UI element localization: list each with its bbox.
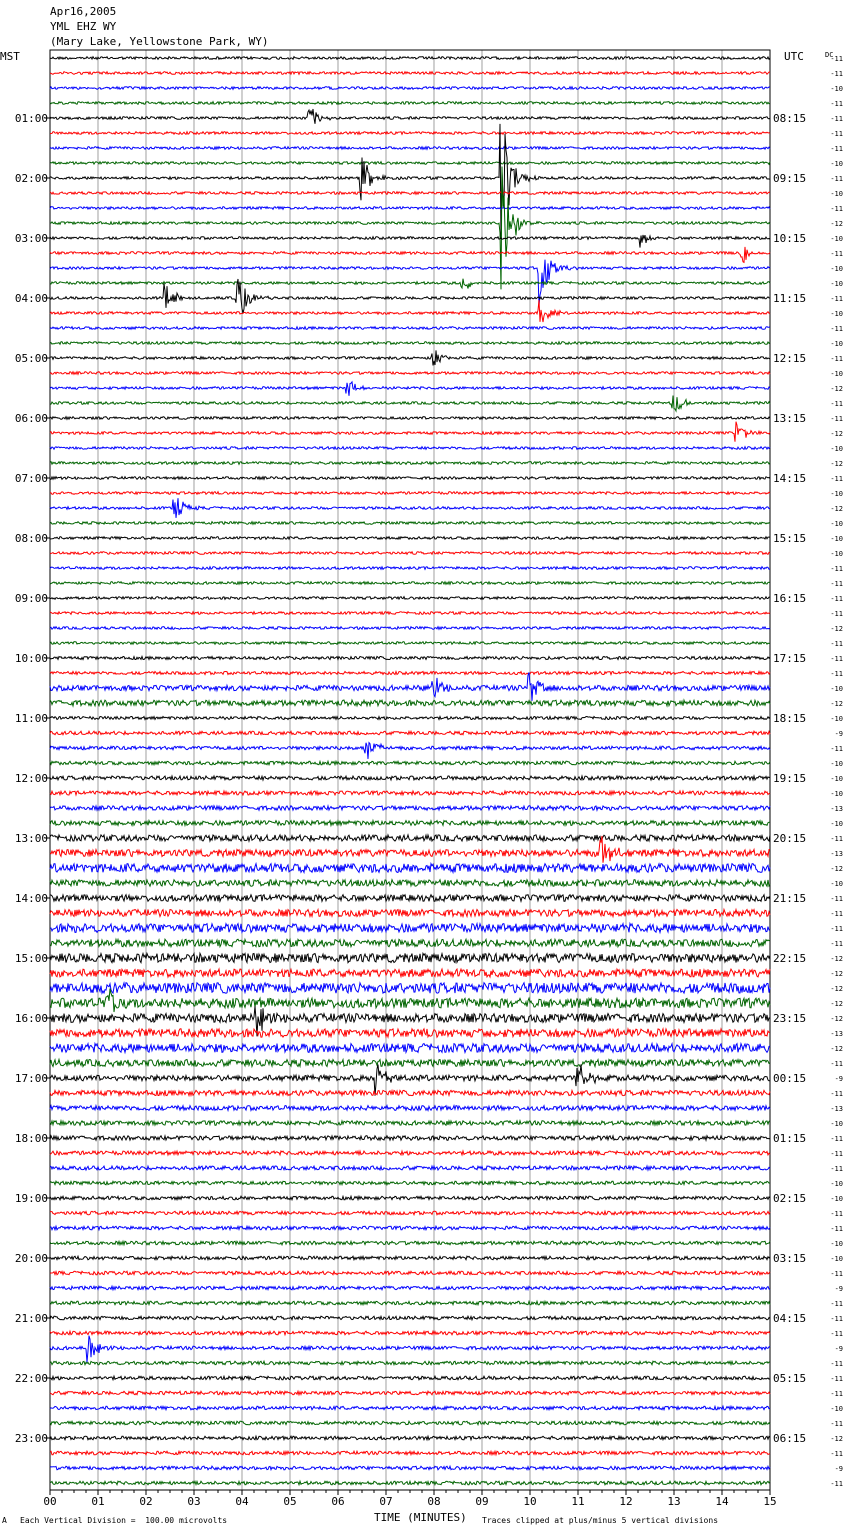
- footer-mark: A: [2, 1516, 7, 1525]
- trace-line: [50, 167, 770, 290]
- dc-offset-label: -11: [830, 1360, 843, 1368]
- x-tick-label: 11: [571, 1495, 585, 1508]
- trace-line: [50, 552, 770, 555]
- dc-offset-label: -11: [830, 145, 843, 153]
- dc-offset-label: -11: [830, 940, 843, 948]
- trace-line: [50, 1391, 770, 1395]
- dc-offset-label: -11: [830, 610, 843, 618]
- trace-line: [50, 1406, 770, 1410]
- trace-line: [50, 743, 770, 759]
- trace-line: [50, 1316, 770, 1320]
- dc-offset-label: -11: [830, 400, 843, 408]
- dc-offset-label: -10: [830, 310, 843, 318]
- trace-line: [50, 162, 770, 165]
- dc-offset-label: -9: [834, 1075, 843, 1083]
- x-tick-label: 01: [91, 1495, 105, 1508]
- dc-offset-label: -11: [830, 1420, 843, 1428]
- right-hour-label: 10:15: [773, 232, 807, 245]
- right-hour-label: 03:15: [773, 1252, 807, 1265]
- dc-offset-label: -11: [830, 1060, 843, 1068]
- left-hour-label: 05:00: [14, 352, 48, 365]
- trace-line: [50, 731, 770, 735]
- left-hour-label: 03:00: [14, 232, 48, 245]
- trace-line: [50, 422, 770, 442]
- trace-line: [50, 109, 770, 124]
- dc-offset-label: -10: [830, 85, 843, 93]
- right-hour-label: 18:15: [773, 712, 807, 725]
- trace-line: [50, 1301, 770, 1305]
- dc-offset-label: -11: [830, 1450, 843, 1458]
- dc-label: DC: [825, 51, 834, 59]
- dc-offset-label: -12: [830, 985, 843, 993]
- trace-line: [50, 327, 770, 330]
- mst-label: MST: [0, 50, 20, 63]
- dc-offset-label: -11: [830, 355, 843, 363]
- dc-offset-label: -9: [834, 1285, 843, 1293]
- dc-offset-label: -11: [830, 1210, 843, 1218]
- x-tick-label: 07: [379, 1495, 393, 1508]
- trace-line: [50, 627, 770, 630]
- trace-line: [50, 880, 770, 887]
- right-hour-label: 05:15: [773, 1372, 807, 1385]
- dc-offset-label: -10: [830, 370, 843, 378]
- trace-line: [50, 567, 770, 570]
- left-hour-label: 07:00: [14, 472, 48, 485]
- trace-line: [50, 1196, 770, 1200]
- trace-line: [50, 1271, 770, 1275]
- trace-line: [50, 1361, 770, 1365]
- dc-offset-label: -10: [830, 760, 843, 768]
- dc-offset-label: -11: [830, 925, 843, 933]
- dc-offset-label: -10: [830, 445, 843, 453]
- right-hour-label: 04:15: [773, 1312, 807, 1325]
- x-tick-label: 13: [667, 1495, 681, 1508]
- trace-line: [50, 597, 770, 600]
- left-hour-label: 06:00: [14, 412, 48, 425]
- dc-offset-label: -11: [830, 205, 843, 213]
- trace-line: [50, 1481, 770, 1485]
- trace-line: [50, 700, 770, 706]
- trace-line: [50, 1211, 770, 1215]
- dc-offset-label: -10: [830, 775, 843, 783]
- trace-line: [50, 939, 770, 946]
- dc-offset-label: -11: [830, 250, 843, 258]
- x-tick-label: 05: [283, 1495, 297, 1508]
- right-hour-label: 20:15: [773, 832, 807, 845]
- trace-line: [50, 761, 770, 765]
- dc-offset-label: -12: [830, 220, 843, 228]
- trace-line: [50, 924, 770, 933]
- x-tick-label: 03: [187, 1495, 201, 1508]
- x-tick-label: 10: [523, 1495, 537, 1508]
- dc-offset-label: -12: [830, 385, 843, 393]
- trace-line: [50, 350, 770, 365]
- dc-offset-label: -11: [830, 565, 843, 573]
- dc-offset-label: -12: [830, 460, 843, 468]
- trace-line: [50, 207, 770, 210]
- dc-offset-label: -13: [830, 805, 843, 813]
- dc-offset-label: -11: [830, 130, 843, 138]
- dc-offset-label: -13: [830, 1030, 843, 1038]
- trace-line: [50, 498, 770, 518]
- trace-line: [50, 1451, 770, 1455]
- dc-offset-label: -11: [830, 1300, 843, 1308]
- trace-line: [50, 1331, 770, 1335]
- dc-offset-label: -12: [830, 625, 843, 633]
- right-hour-label: 22:15: [773, 952, 807, 965]
- trace-line: [50, 989, 770, 1013]
- trace-line: [50, 1466, 770, 1470]
- trace-line: [50, 1136, 770, 1140]
- dc-offset-label: -10: [830, 340, 843, 348]
- trace-line: [50, 102, 770, 105]
- dc-offset-label: -10: [830, 160, 843, 168]
- trace-line: [50, 582, 770, 585]
- trace-line: [50, 910, 770, 917]
- right-hour-label: 14:15: [773, 472, 807, 485]
- dc-offset-label: -12: [830, 1000, 843, 1008]
- dc-offset-label: -10: [830, 715, 843, 723]
- dc-offset-label: -12: [830, 970, 843, 978]
- dc-offset-label: -11: [830, 1330, 843, 1338]
- dc-offset-label: -11: [830, 1375, 843, 1383]
- dc-offset-label: -10: [830, 1120, 843, 1128]
- dc-offset-label: -11: [830, 70, 843, 78]
- dc-offset-label: -11: [830, 910, 843, 918]
- trace-line: [50, 1286, 770, 1290]
- x-tick-label: 15: [763, 1495, 777, 1508]
- trace-line: [50, 147, 770, 150]
- trace-line: [50, 1336, 770, 1363]
- dc-offset-label: -12: [830, 430, 843, 438]
- dc-offset-label: -10: [830, 520, 843, 528]
- dc-offset-label: -10: [830, 820, 843, 828]
- trace-line: [50, 1181, 770, 1185]
- trace-line: [50, 132, 770, 135]
- trace-line: [50, 492, 770, 495]
- dc-offset-label: -10: [830, 1255, 843, 1263]
- trace-line: [50, 1121, 770, 1125]
- left-hour-label: 08:00: [14, 532, 48, 545]
- dc-offset-label: -11: [830, 595, 843, 603]
- trace-line: [50, 806, 770, 810]
- trace-line: [50, 1151, 770, 1155]
- dc-offset-label: -10: [830, 1180, 843, 1188]
- left-hour-label: 02:00: [14, 172, 48, 185]
- x-axis-title: TIME (MINUTES): [374, 1511, 467, 1524]
- dc-offset-label: -10: [830, 550, 843, 558]
- dc-offset-label: -11: [830, 1150, 843, 1158]
- trace-line: [50, 279, 770, 289]
- left-hour-label: 21:00: [14, 1312, 48, 1325]
- left-hour-label: 14:00: [14, 892, 48, 905]
- dc-offset-label: -12: [830, 505, 843, 513]
- trace-line: [50, 235, 770, 248]
- left-hour-label: 22:00: [14, 1372, 48, 1385]
- trace-line: [50, 1421, 770, 1425]
- dc-offset-label: -12: [830, 865, 843, 873]
- dc-offset-label: -10: [830, 1195, 843, 1203]
- left-hour-label: 01:00: [14, 112, 48, 125]
- dc-offset-label: -11: [830, 325, 843, 333]
- dc-offset-label: -11: [830, 1315, 843, 1323]
- trace-line: [50, 447, 770, 450]
- dc-offset-label: -11: [830, 1090, 843, 1098]
- x-tick-label: 12: [619, 1495, 633, 1508]
- x-tick-label: 00: [43, 1495, 57, 1508]
- dc-offset-label: -13: [830, 1105, 843, 1113]
- dc-offset-label: -10: [830, 685, 843, 693]
- trace-line: [50, 1226, 770, 1230]
- left-hour-label: 12:00: [14, 772, 48, 785]
- right-hour-label: 17:15: [773, 652, 807, 665]
- dc-offset-label: -9: [834, 1465, 843, 1473]
- utc-label: UTC: [784, 50, 804, 63]
- dc-offset-label: -11: [830, 1390, 843, 1398]
- dc-offset-label: -11: [830, 1270, 843, 1278]
- dc-offset-label: -11: [830, 55, 843, 63]
- dc-offset-label: -13: [830, 850, 843, 858]
- left-hour-label: 23:00: [14, 1432, 48, 1445]
- right-hour-label: 19:15: [773, 772, 807, 785]
- right-hour-label: 06:15: [773, 1432, 807, 1445]
- right-hour-label: 01:15: [773, 1132, 807, 1145]
- trace-line: [50, 537, 770, 540]
- trace-line: [50, 1241, 770, 1245]
- right-hour-label: 23:15: [773, 1012, 807, 1025]
- dc-offset-label: -9: [834, 730, 843, 738]
- right-hour-label: 12:15: [773, 352, 807, 365]
- trace-line: [50, 192, 770, 195]
- right-hour-label: 11:15: [773, 292, 807, 305]
- seismic-traces: [50, 57, 770, 1485]
- dc-offset-label: -10: [830, 790, 843, 798]
- trace-line: [50, 642, 770, 645]
- dc-offset-label: -11: [830, 1480, 843, 1488]
- dc-offset-label: -11: [830, 640, 843, 648]
- dc-offset-label: -12: [830, 700, 843, 708]
- trace-line: [50, 821, 770, 826]
- trace-line: [50, 477, 770, 480]
- trace-line: [50, 1166, 770, 1170]
- left-hour-label: 16:00: [14, 1012, 48, 1025]
- trace-line: [50, 1376, 770, 1380]
- trace-line: [50, 983, 770, 994]
- trace-line: [50, 300, 770, 322]
- trace-line: [50, 672, 770, 675]
- dc-offset-label: -10: [830, 1240, 843, 1248]
- x-tick-label: 08: [427, 1495, 441, 1508]
- right-hour-label: 16:15: [773, 592, 807, 605]
- left-hour-label: 04:00: [14, 292, 48, 305]
- right-hour-label: 13:15: [773, 412, 807, 425]
- trace-line: [50, 87, 770, 90]
- chart-date: Apr16,2005: [50, 5, 117, 18]
- dc-offset-label: -11: [830, 415, 843, 423]
- left-hour-label: 17:00: [14, 1072, 48, 1085]
- dc-offset-label: -11: [830, 580, 843, 588]
- left-hour-label: 18:00: [14, 1132, 48, 1145]
- trace-line: [50, 612, 770, 615]
- trace-line: [50, 1060, 770, 1067]
- trace-line: [50, 657, 770, 660]
- dc-offset-label: -10: [830, 265, 843, 273]
- dc-offset-label: -9: [834, 1345, 843, 1353]
- dc-offset-label: -12: [830, 1045, 843, 1053]
- x-tick-label: 04: [235, 1495, 249, 1508]
- station-location: (Mary Lake, Yellowstone Park, WY): [50, 35, 269, 48]
- left-hour-label: 10:00: [14, 652, 48, 665]
- dc-offset-label: -11: [830, 1165, 843, 1173]
- trace-line: [50, 1064, 770, 1095]
- dc-offset-label: -10: [830, 490, 843, 498]
- left-hour-label: 09:00: [14, 592, 48, 605]
- trace-line: [50, 342, 770, 345]
- trace-line: [50, 396, 770, 411]
- dc-offset-label: -11: [830, 1135, 843, 1143]
- right-hour-label: 21:15: [773, 892, 807, 905]
- trace-line: [50, 1029, 770, 1037]
- trace-line: [50, 247, 770, 263]
- right-hour-label: 00:15: [773, 1072, 807, 1085]
- dc-offset-label: -11: [830, 295, 843, 303]
- dc-offset-label: -10: [830, 535, 843, 543]
- trace-line: [50, 382, 770, 396]
- left-hour-label: 11:00: [14, 712, 48, 725]
- trace-line: [50, 1090, 770, 1095]
- trace-line: [50, 895, 770, 902]
- trace-line: [50, 953, 770, 962]
- trace-line: [50, 672, 770, 700]
- trace-line: [50, 1256, 770, 1260]
- dc-offset-label: -11: [830, 895, 843, 903]
- dc-offset-label: -12: [830, 955, 843, 963]
- left-hour-label: 15:00: [14, 952, 48, 965]
- dc-offset-label: -11: [830, 745, 843, 753]
- dc-offset-label: -10: [830, 1405, 843, 1413]
- scale-note: Each Vertical Division = 100.00 microvolts: [20, 1516, 228, 1525]
- dc-offset-label: -11: [830, 655, 843, 663]
- right-hour-label: 02:15: [773, 1192, 807, 1205]
- dc-offset-label: -11: [830, 175, 843, 183]
- x-tick-label: 14: [715, 1495, 729, 1508]
- trace-line: [50, 417, 770, 420]
- trace-line: [50, 522, 770, 525]
- trace-line: [50, 1106, 770, 1111]
- trace-line: [50, 279, 770, 313]
- trace-line: [50, 835, 770, 841]
- x-tick-label: 09: [475, 1495, 489, 1508]
- dc-offset-label: -10: [830, 235, 843, 243]
- trace-line: [50, 717, 770, 720]
- right-hour-label: 09:15: [773, 172, 807, 185]
- trace-line: [50, 791, 770, 795]
- dc-offset-label: -11: [830, 1225, 843, 1233]
- dc-offset-label: -11: [830, 475, 843, 483]
- left-hour-label: 19:00: [14, 1192, 48, 1205]
- dc-offset-label: -11: [830, 100, 843, 108]
- dc-offset-label: -11: [830, 670, 843, 678]
- trace-line: [50, 57, 770, 60]
- left-hour-label: 20:00: [14, 1252, 48, 1265]
- trace-line: [50, 864, 770, 873]
- trace-line: [50, 462, 770, 465]
- trace-line: [50, 72, 770, 75]
- dc-offset-label: -12: [830, 1435, 843, 1443]
- x-tick-label: 06: [331, 1495, 345, 1508]
- dc-offset-label: -10: [830, 880, 843, 888]
- left-hour-label: 13:00: [14, 832, 48, 845]
- right-hour-label: 15:15: [773, 532, 807, 545]
- dc-offset-label: -10: [830, 190, 843, 198]
- trace-line: [50, 969, 770, 977]
- x-tick-label: 02: [139, 1495, 153, 1508]
- trace-line: [50, 1436, 770, 1440]
- trace-line: [50, 372, 770, 375]
- dc-offset-label: -10: [830, 280, 843, 288]
- trace-line: [50, 776, 770, 780]
- trace-line: [50, 1044, 770, 1053]
- dc-offset-label: -12: [830, 1015, 843, 1023]
- clip-note: Traces clipped at plus/minus 5 vertical divisions: [482, 1516, 719, 1525]
- station-id: YML EHZ WY: [50, 20, 117, 33]
- dc-offset-label: -11: [830, 835, 843, 843]
- right-hour-label: 08:15: [773, 112, 807, 125]
- dc-offset-label: -11: [830, 115, 843, 123]
